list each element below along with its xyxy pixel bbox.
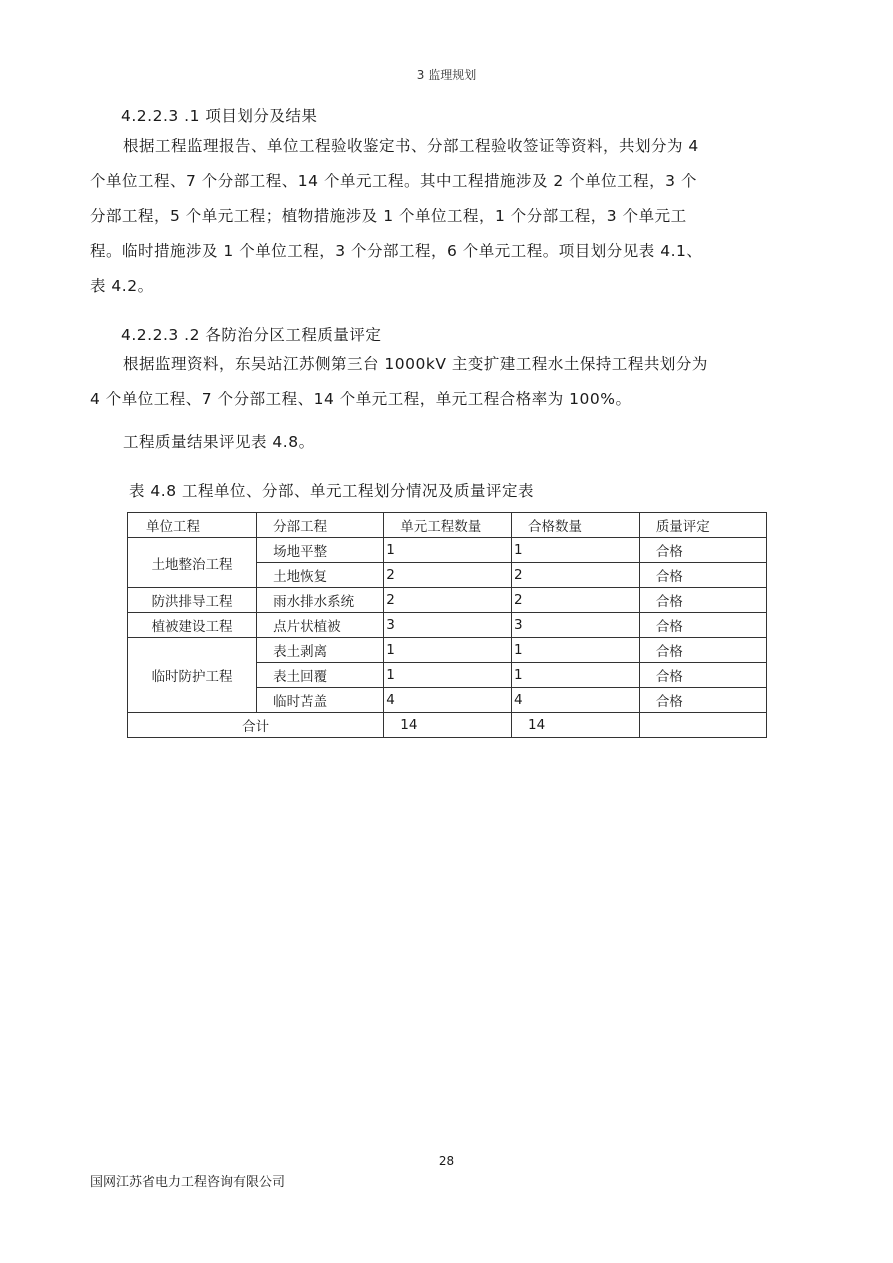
paragraph-line: 根据工程监理报告、单位工程验收鉴定书、分部工程验收签证等资料，共划分为 4 — [123, 137, 699, 155]
unit-project-cell: 土地整治工程 — [128, 538, 257, 588]
sub-project-cell: 表土剥离 — [257, 638, 384, 663]
unit-count-cell: 2 — [384, 588, 512, 613]
grade-cell: 合格 — [639, 663, 766, 688]
result-paragraph — [90, 425, 770, 460]
paragraph-line: 程。临时措施涉及 1 个单位工程，3 个分部工程，6 个单元工程。项目划分见表 4.1、 — [90, 242, 703, 260]
sub-project-cell: 场地平整 — [257, 538, 384, 563]
qualified-count-cell: 2 — [512, 588, 640, 613]
paragraph-line: 个单位工程、7 个分部工程、14 个单元工程。其中工程措施涉及 2 个单位工程，3 个 — [90, 172, 697, 190]
table-total-row — [128, 713, 767, 738]
grade-cell: 合格 — [639, 563, 766, 588]
unit-count-cell: 1 — [384, 538, 512, 563]
total-label-cell: 合计 — [128, 713, 384, 738]
qualified-count-cell: 4 — [512, 688, 640, 713]
quality-assessment-table — [127, 512, 767, 738]
unit-count-cell: 4 — [384, 688, 512, 713]
page-number: 28 — [438, 1154, 455, 1168]
sub-project-cell: 点片状植被 — [257, 613, 384, 638]
company-name: 国网江苏省电力工程咨询有限公司 — [90, 1175, 286, 1190]
sub-project-cell: 土地恢复 — [257, 563, 384, 588]
section-title-project-division: 4.2.2.3 .1 项目划分及结果 — [121, 107, 318, 125]
table-caption: 表 4.8 工程单位、分部、单元工程划分情况及质量评定表 — [129, 482, 535, 500]
unit-project-cell: 临时防护工程 — [128, 638, 257, 713]
section-2-paragraph — [90, 347, 770, 417]
qualified-count-cell: 3 — [512, 613, 640, 638]
unit-count-cell: 1 — [384, 638, 512, 663]
table-row — [128, 538, 767, 563]
paragraph-line: 分部工程，5 个单元工程；植物措施涉及 1 个单位工程，1 个分部工程，3 个单元工 — [90, 207, 687, 225]
table-header-row — [128, 513, 767, 538]
unit-count-cell: 2 — [384, 563, 512, 588]
header-cell: 单位工程 — [128, 513, 257, 538]
header-cell: 质量评定 — [639, 513, 766, 538]
grade-cell: 合格 — [639, 638, 766, 663]
total-count-cell: 14 — [384, 713, 512, 738]
qualified-count-cell: 1 — [512, 638, 640, 663]
sub-project-cell: 雨水排水系统 — [257, 588, 384, 613]
header-cell: 合格数量 — [512, 513, 640, 538]
unit-count-cell: 1 — [384, 663, 512, 688]
total-qualified-cell: 14 — [512, 713, 640, 738]
unit-project-cell: 植被建设工程 — [128, 613, 257, 638]
grade-cell: 合格 — [639, 613, 766, 638]
header-cell: 分部工程 — [257, 513, 384, 538]
unit-count-cell: 3 — [384, 613, 512, 638]
total-grade-cell — [639, 713, 766, 738]
table-row — [128, 613, 767, 638]
paragraph-line: 工程质量结果评见表 4.8。 — [123, 433, 315, 451]
table-row — [128, 638, 767, 663]
section-title-quality-assessment: 4.2.2.3 .2 各防治分区工程质量评定 — [121, 326, 382, 344]
grade-cell: 合格 — [639, 588, 766, 613]
table-row — [128, 588, 767, 613]
header-cell: 单元工程数量 — [384, 513, 512, 538]
sub-project-cell: 临时苫盖 — [257, 688, 384, 713]
paragraph-line: 4 个单位工程、7 个分部工程、14 个单元工程，单元工程合格率为 100%。 — [90, 390, 632, 408]
unit-project-cell: 防洪排导工程 — [128, 588, 257, 613]
qualified-count-cell: 1 — [512, 663, 640, 688]
grade-cell: 合格 — [639, 538, 766, 563]
qualified-count-cell: 1 — [512, 538, 640, 563]
sub-project-cell: 表土回覆 — [257, 663, 384, 688]
paragraph-line: 表 4.2。 — [90, 277, 154, 295]
section-1-paragraph — [90, 129, 770, 304]
page-header: 3 监理规划 — [416, 68, 477, 82]
grade-cell: 合格 — [639, 688, 766, 713]
paragraph-line: 根据监理资料，东吴站江苏侧第三台 1000kV 主变扩建工程水土保持工程共划分为 — [123, 355, 708, 373]
qualified-count-cell: 2 — [512, 563, 640, 588]
